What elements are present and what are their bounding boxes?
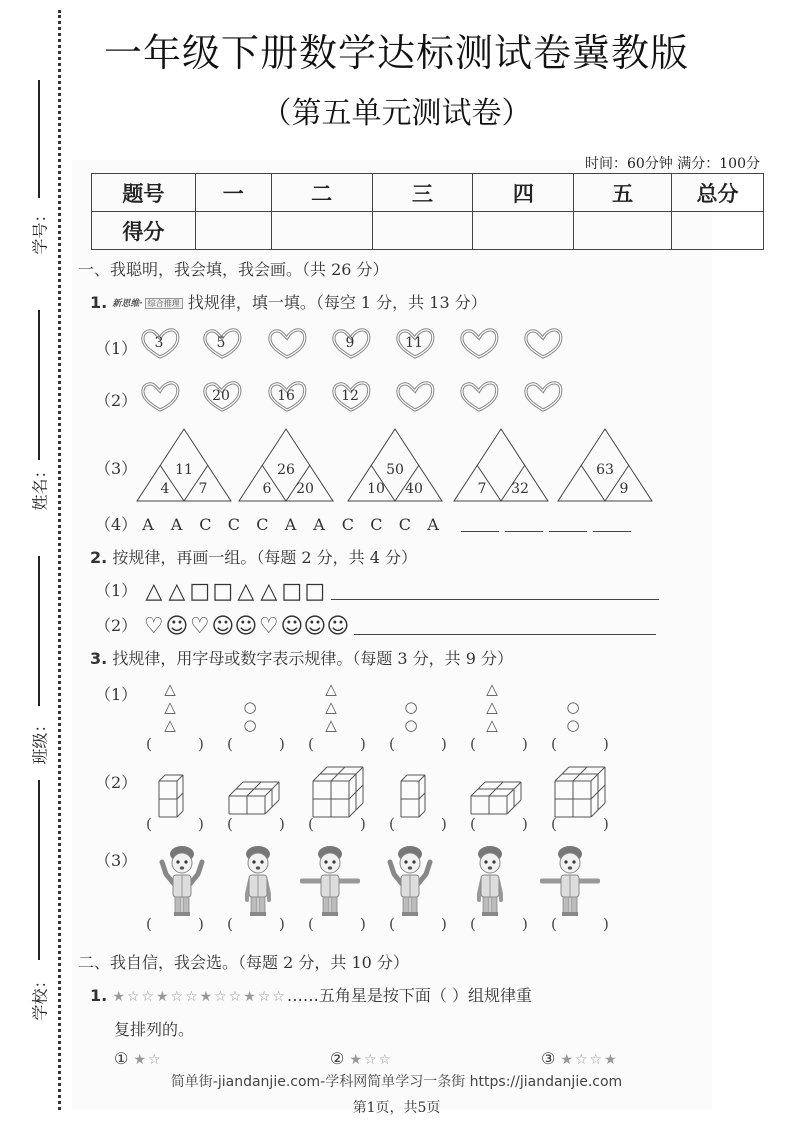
boy-figure-arms-down	[460, 844, 520, 916]
row-label: （4）	[95, 515, 138, 534]
heart-box	[202, 381, 242, 413]
score-cell[interactable]	[574, 212, 672, 250]
paren-close: )	[279, 735, 285, 753]
boy-figure-arms-out	[300, 844, 360, 916]
heart-box	[202, 328, 242, 360]
square-icon: □	[212, 579, 234, 604]
smiley-icon: ☺	[211, 614, 235, 639]
time-and-score-info: 时间：60分钟 满分：100分	[585, 156, 760, 172]
paren-close: )	[522, 915, 528, 933]
question-number: 1.	[90, 986, 108, 1005]
triangle-icon: △	[325, 680, 337, 698]
triangle-top-value[interactable]: 63	[596, 462, 614, 478]
header-cell: 一	[195, 174, 271, 212]
paren-open: (	[551, 815, 557, 833]
paren-open: (	[551, 735, 557, 753]
paren-open: (	[308, 815, 314, 833]
section-2-heading: 二、我自信，我会选。（每题 2 分，共 10 分）	[78, 953, 409, 972]
row-label: （1）	[95, 339, 138, 358]
number-triangle	[347, 428, 443, 500]
square-icon: □	[281, 579, 303, 604]
heart-box	[140, 381, 180, 413]
heart-icon: ♡	[143, 614, 164, 639]
name-blank[interactable]	[38, 310, 40, 460]
score-row-label: 得分	[92, 212, 196, 250]
question-1-2-prompt	[90, 545, 417, 568]
score-table-header-row	[92, 174, 764, 212]
triangle-icon: △	[237, 579, 255, 604]
smiley-icon: ☺	[326, 614, 350, 639]
score-cell[interactable]	[473, 212, 574, 250]
heart-icon	[459, 328, 499, 360]
letter: C	[370, 515, 383, 534]
boy-figure-arms-down	[228, 844, 288, 916]
triangle-right-value[interactable]: 20	[296, 481, 314, 497]
letter: C	[256, 515, 269, 534]
heart-box	[331, 328, 371, 360]
paren-open: (	[470, 815, 476, 833]
triangle-stack	[155, 680, 185, 734]
letter: A	[313, 515, 325, 534]
badge-text: 新思维·	[112, 299, 143, 309]
circle-stack	[396, 698, 426, 734]
paren-open: (	[308, 915, 314, 933]
school-field	[20, 780, 60, 1020]
paren-open: (	[146, 735, 152, 753]
paren-open: (	[470, 915, 476, 933]
name-label: 姓名：	[30, 462, 50, 511]
class-label: 班级：	[30, 716, 50, 765]
letter: A	[170, 515, 183, 534]
square-icon: □	[189, 579, 211, 604]
paren-close: )	[279, 915, 285, 933]
paren-close: )	[198, 815, 204, 833]
row-label: （1）	[95, 685, 138, 704]
shape-pattern-row-2	[95, 613, 656, 639]
paren-close: )	[198, 735, 204, 753]
paren-open: (	[146, 815, 152, 833]
answer-paren-slot[interactable]	[470, 815, 530, 833]
question-1-3-prompt	[90, 646, 513, 669]
shape-pattern-row-1	[95, 578, 659, 604]
paren-close: )	[360, 735, 366, 753]
answer-blank[interactable]	[505, 518, 543, 532]
answer-paren-slot[interactable]	[308, 735, 368, 753]
option-1[interactable]	[114, 1049, 163, 1068]
heart-box	[523, 328, 563, 360]
question-text: 找规律，用字母或数字表示规律。（每题 3 分，共 9 分）	[112, 649, 514, 668]
option-stars: ★☆	[133, 1052, 163, 1068]
star-sequence: ★☆☆★☆☆★☆☆★☆☆	[112, 989, 287, 1005]
heart-icon	[267, 328, 307, 360]
triangle-top-value[interactable]: 26	[277, 462, 295, 478]
paren-open: (	[389, 815, 395, 833]
circle-icon: ○	[566, 716, 580, 734]
heart-icon	[140, 381, 180, 413]
heart-icon	[523, 328, 563, 360]
circle-icon: ○	[404, 698, 418, 716]
heart-value[interactable]: 9	[345, 335, 355, 351]
page-number: 第1页，共5页	[352, 1100, 441, 1116]
row-label: （1）	[95, 581, 138, 600]
boy-figure-arms-up	[152, 844, 212, 916]
circle-icon: ○	[404, 716, 418, 734]
answer-paren-slot[interactable]	[146, 735, 206, 753]
letter: C	[398, 515, 412, 534]
header-cell: 三	[372, 174, 473, 212]
option-3[interactable]	[541, 1049, 619, 1068]
triangle-top-value[interactable]: 50	[386, 462, 404, 478]
letter-sequence-row	[95, 512, 637, 535]
name-field	[20, 310, 60, 510]
class-field	[20, 556, 60, 766]
student-id-label: 学号：	[30, 206, 50, 255]
letter: A	[427, 515, 439, 534]
heart-box	[395, 328, 435, 360]
row-label: （3）	[95, 459, 138, 478]
smiley-icon: ☺	[165, 614, 189, 639]
triangle-icon: △	[325, 698, 337, 716]
question-1-1-prompt	[90, 290, 487, 313]
triangle-icon: △	[486, 680, 498, 698]
score-cell[interactable]	[672, 212, 764, 250]
paren-open: (	[389, 735, 395, 753]
triangle-icon: △	[168, 579, 186, 604]
paren-open: (	[227, 735, 233, 753]
answer-paren-slot[interactable]	[227, 915, 287, 933]
triangle-stack	[477, 680, 507, 734]
triangle-icon: △	[164, 698, 176, 716]
letter: A	[142, 515, 154, 534]
triangle-icon: △	[260, 579, 278, 604]
paren-close: )	[360, 915, 366, 933]
answer-paren-slot[interactable]	[389, 815, 449, 833]
question-2-1-prompt-cont: 复排列的。	[114, 1020, 195, 1039]
paren-open: (	[551, 915, 557, 933]
circle-stack	[235, 698, 265, 734]
draw-answer-line[interactable]	[331, 582, 659, 600]
question-number: 1.	[90, 293, 108, 312]
option-label: ③	[541, 1049, 556, 1068]
row-label: （3）	[95, 851, 138, 870]
triangle-right-value[interactable]: 32	[511, 481, 529, 497]
heart-value[interactable]: 5	[216, 335, 226, 351]
number-triangle	[453, 428, 549, 500]
school-label: 学校：	[30, 972, 50, 1021]
question-text: 按规律，再画一组。（每题 2 分，共 4 分）	[112, 548, 418, 567]
score-cell[interactable]	[372, 212, 473, 250]
header-cell: 四	[473, 174, 574, 212]
heart-box	[459, 328, 499, 360]
paren-close: )	[603, 735, 609, 753]
triangle-left-value[interactable]: 6	[262, 481, 272, 497]
answer-paren-slot[interactable]	[308, 915, 368, 933]
heart-box	[395, 381, 435, 413]
triangle-left-value[interactable]: 10	[367, 481, 385, 497]
triangle-left-value[interactable]: 4	[160, 481, 170, 497]
triangle-right-value[interactable]: 9	[619, 481, 629, 497]
circle-icon: ○	[243, 716, 257, 734]
row-label: （2）	[95, 773, 138, 792]
section-1-heading: 一、我聪明，我会填，我会画。（共 26 分）	[78, 260, 389, 279]
option-label: ②	[330, 1049, 345, 1068]
triangle-top-value[interactable]: 11	[175, 462, 193, 478]
heart-box	[267, 381, 307, 413]
score-cell[interactable]	[195, 212, 271, 250]
letter: C	[227, 515, 241, 534]
paren-close: )	[603, 815, 609, 833]
paren-open: (	[470, 735, 476, 753]
triangle-icon: △	[325, 716, 337, 734]
answer-paren-slot[interactable]	[470, 915, 530, 933]
answer-blank[interactable]	[461, 518, 499, 532]
smiley-icon: ☺	[303, 614, 327, 639]
row-label: （2）	[95, 391, 138, 410]
heart-value[interactable]: 20	[212, 388, 230, 404]
heart-box	[331, 381, 371, 413]
paren-open: (	[308, 735, 314, 753]
slab-blocks-icon	[470, 781, 522, 819]
draw-answer-line[interactable]	[354, 617, 656, 635]
letter: A	[284, 515, 297, 534]
triangle-left-value[interactable]: 7	[477, 481, 487, 497]
question-2-1-prompt	[90, 983, 532, 1006]
header-cell: 总分	[672, 174, 764, 212]
smiley-icon: ☺	[280, 614, 304, 639]
triangle-right-value[interactable]: 40	[405, 481, 423, 497]
heart-value[interactable]: 11	[405, 335, 423, 351]
paren-close: )	[279, 815, 285, 833]
answer-paren-slot[interactable]	[551, 735, 611, 753]
score-table	[91, 173, 764, 250]
answer-paren-slot[interactable]	[389, 735, 449, 753]
answer-paren-slot[interactable]	[227, 815, 287, 833]
paren-close: )	[198, 915, 204, 933]
boy-figure-arms-out	[540, 844, 600, 916]
cube-blocks-icon	[554, 766, 606, 822]
answer-paren-slot[interactable]	[146, 915, 206, 933]
number-triangle	[557, 428, 653, 500]
badge-tag: 综合推理	[145, 298, 183, 309]
paren-close: )	[522, 815, 528, 833]
option-label: ①	[114, 1049, 129, 1068]
triangle-icon: △	[164, 680, 176, 698]
option-stars: ★☆☆★	[560, 1052, 619, 1068]
question-text: 找规律，填一填。（每空 1 分，共 13 分）	[187, 293, 487, 312]
score-table-score-row	[92, 212, 764, 250]
circle-icon: ○	[243, 698, 257, 716]
paren-close: )	[441, 815, 447, 833]
option-stars: ★☆☆	[349, 1052, 394, 1068]
answer-paren-slot[interactable]	[470, 735, 530, 753]
paren-open: (	[146, 915, 152, 933]
triangle-right-value[interactable]: 7	[198, 481, 208, 497]
triangle-icon: △	[145, 579, 163, 604]
answer-paren-slot[interactable]	[227, 735, 287, 753]
boy-figure-arms-up	[380, 844, 440, 916]
new-thinking-badge	[112, 296, 182, 309]
paren-close: )	[522, 735, 528, 753]
heart-value[interactable]: 3	[154, 335, 164, 351]
answer-paren-slot[interactable]	[389, 915, 449, 933]
square-icon: □	[304, 579, 326, 604]
option-2[interactable]	[330, 1049, 393, 1068]
heart-box	[523, 381, 563, 413]
paren-close: )	[603, 915, 609, 933]
paren-open: (	[389, 915, 395, 933]
page-title: 一年级下册数学达标测试卷冀教版	[103, 31, 689, 75]
cube-blocks-icon	[312, 766, 364, 822]
paren-open: (	[227, 815, 233, 833]
heart-value[interactable]: 16	[277, 388, 295, 404]
header-cell: 题号	[92, 174, 196, 212]
page-subtitle: （第五单元测试卷）	[261, 96, 532, 131]
heart-icon	[523, 381, 563, 413]
triangle-icon: △	[486, 698, 498, 716]
heart-icon	[459, 381, 499, 413]
answer-paren-slot[interactable]	[308, 815, 368, 833]
number-triangle	[136, 428, 232, 500]
answer-paren-slot[interactable]	[551, 815, 611, 833]
circle-stack	[558, 698, 588, 734]
question-number: 2.	[90, 548, 108, 567]
question-text: ……五角星是按下面（ ）组规律重	[286, 986, 533, 1005]
heart-box	[267, 328, 307, 360]
heart-icon	[395, 381, 435, 413]
triangle-stack	[316, 680, 346, 734]
heart-icon: ♡	[258, 614, 279, 639]
paren-close: )	[441, 915, 447, 933]
answer-blank[interactable]	[549, 518, 587, 532]
triangle-icon: △	[164, 716, 176, 734]
number-triangle	[238, 428, 334, 500]
school-blank[interactable]	[38, 780, 40, 960]
smiley-icon: ☺	[234, 614, 258, 639]
circle-icon: ○	[566, 698, 580, 716]
heart-box	[459, 381, 499, 413]
score-cell[interactable]	[271, 212, 372, 250]
header-cell: 五	[574, 174, 672, 212]
heart-value[interactable]: 12	[341, 388, 359, 404]
answer-paren-slot[interactable]	[146, 815, 206, 833]
letter: C	[199, 515, 212, 534]
paren-close: )	[441, 735, 447, 753]
answer-blank[interactable]	[593, 518, 631, 532]
heart-icon: ♡	[189, 614, 210, 639]
header-cell: 二	[271, 174, 372, 212]
paren-close: )	[360, 815, 366, 833]
row-label: （2）	[95, 616, 138, 635]
watermark-site-text: 简单街-jiandanjie.com-学科网简单学习一条街 https://jiandanjie.com	[170, 1074, 623, 1090]
paren-open: (	[227, 915, 233, 933]
slab-blocks-icon	[228, 781, 280, 819]
answer-paren-slot[interactable]	[551, 915, 611, 933]
letter: C	[341, 515, 355, 534]
question-number: 3.	[90, 649, 108, 668]
class-blank[interactable]	[38, 556, 40, 706]
heart-box	[140, 328, 180, 360]
triangle-icon: △	[486, 716, 498, 734]
